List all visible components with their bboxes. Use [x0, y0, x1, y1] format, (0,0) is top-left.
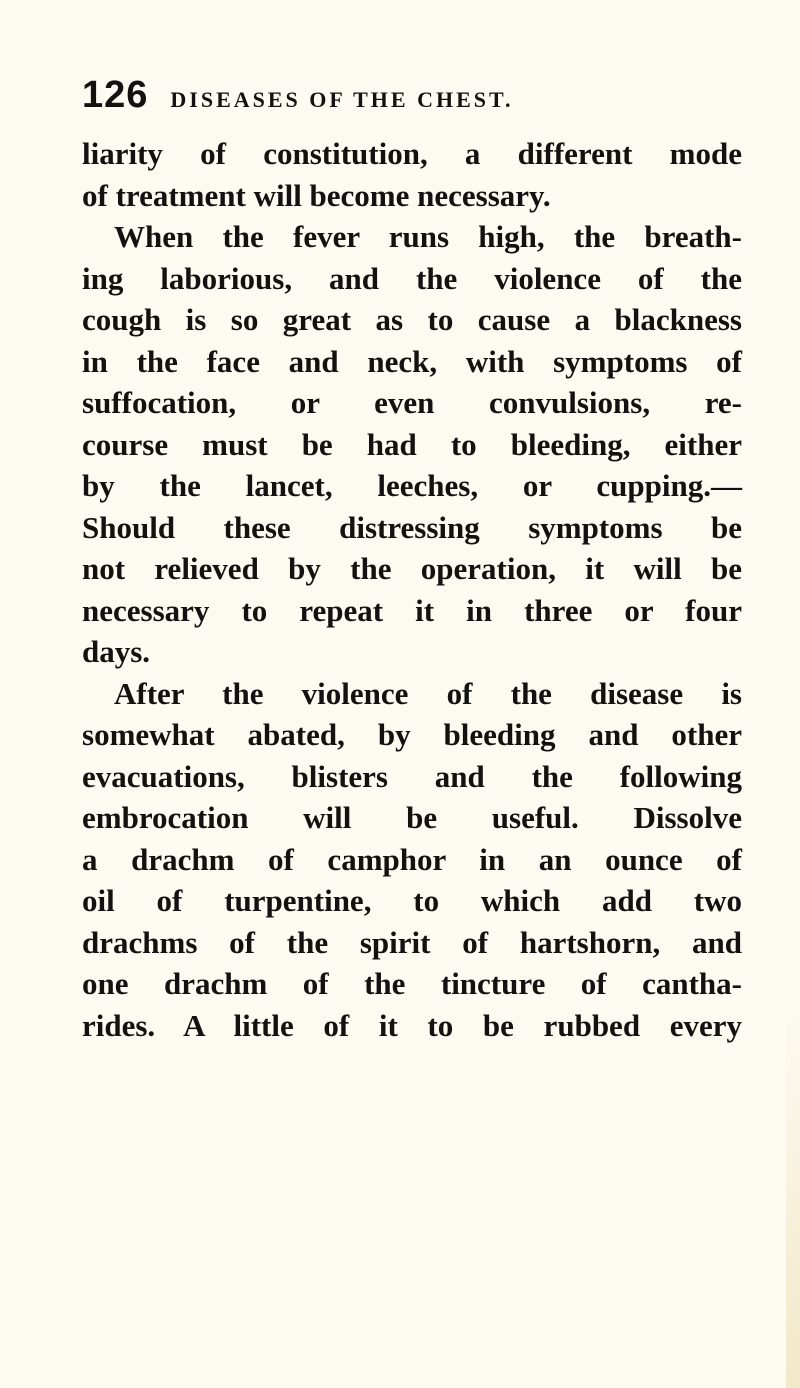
text-line: days. — [82, 634, 151, 669]
text-line: rides. A little of it to be rubbed every — [82, 1007, 742, 1043]
text-line: one drachm of the tincture of cantha- — [82, 966, 742, 1001]
page-number: 126 — [82, 74, 149, 116]
text-line: necessary to repeat it in three or four — [82, 592, 742, 628]
page-edge-shading — [786, 1000, 800, 1388]
text-line: somewhat abated, by bleeding and other — [82, 717, 742, 752]
body-text — [82, 133, 742, 1046]
text-line: liarity of constitution, a different mode — [82, 136, 742, 171]
text-line: embrocation will be useful. Dissolve — [82, 800, 742, 835]
text-line: cough is so great as to cause a blackness — [82, 302, 742, 337]
text-line: suffocation, or even convulsions, re- — [82, 385, 742, 420]
text-line: ing laborious, and the violence of the — [82, 260, 742, 296]
text-line: by the lancet, leeches, or cupping.— — [82, 468, 742, 503]
text-line: When the fever runs high, the breath- — [114, 219, 742, 254]
text-line: not relieved by the operation, it will be — [82, 551, 742, 586]
text-line: a drachm of camphor in an ounce of — [82, 841, 742, 877]
page-header — [82, 74, 722, 122]
text-line: of treatment will become necessary. — [82, 177, 551, 213]
text-line: in the face and neck, with symptoms of — [82, 343, 742, 379]
text-line: After the violence of the disease is — [114, 675, 742, 711]
text-line: drachms of the spirit of hartshorn, and — [82, 924, 742, 960]
text-line: course must be had to bleeding, either — [82, 426, 742, 462]
text-line: Should these distressing symptoms be — [82, 509, 742, 545]
text-line: evacuations, blisters and the following — [82, 758, 742, 794]
text-line: oil of turpentine, to which add two — [82, 883, 742, 918]
running-title: DISEASES OF THE CHEST. — [170, 87, 514, 112]
